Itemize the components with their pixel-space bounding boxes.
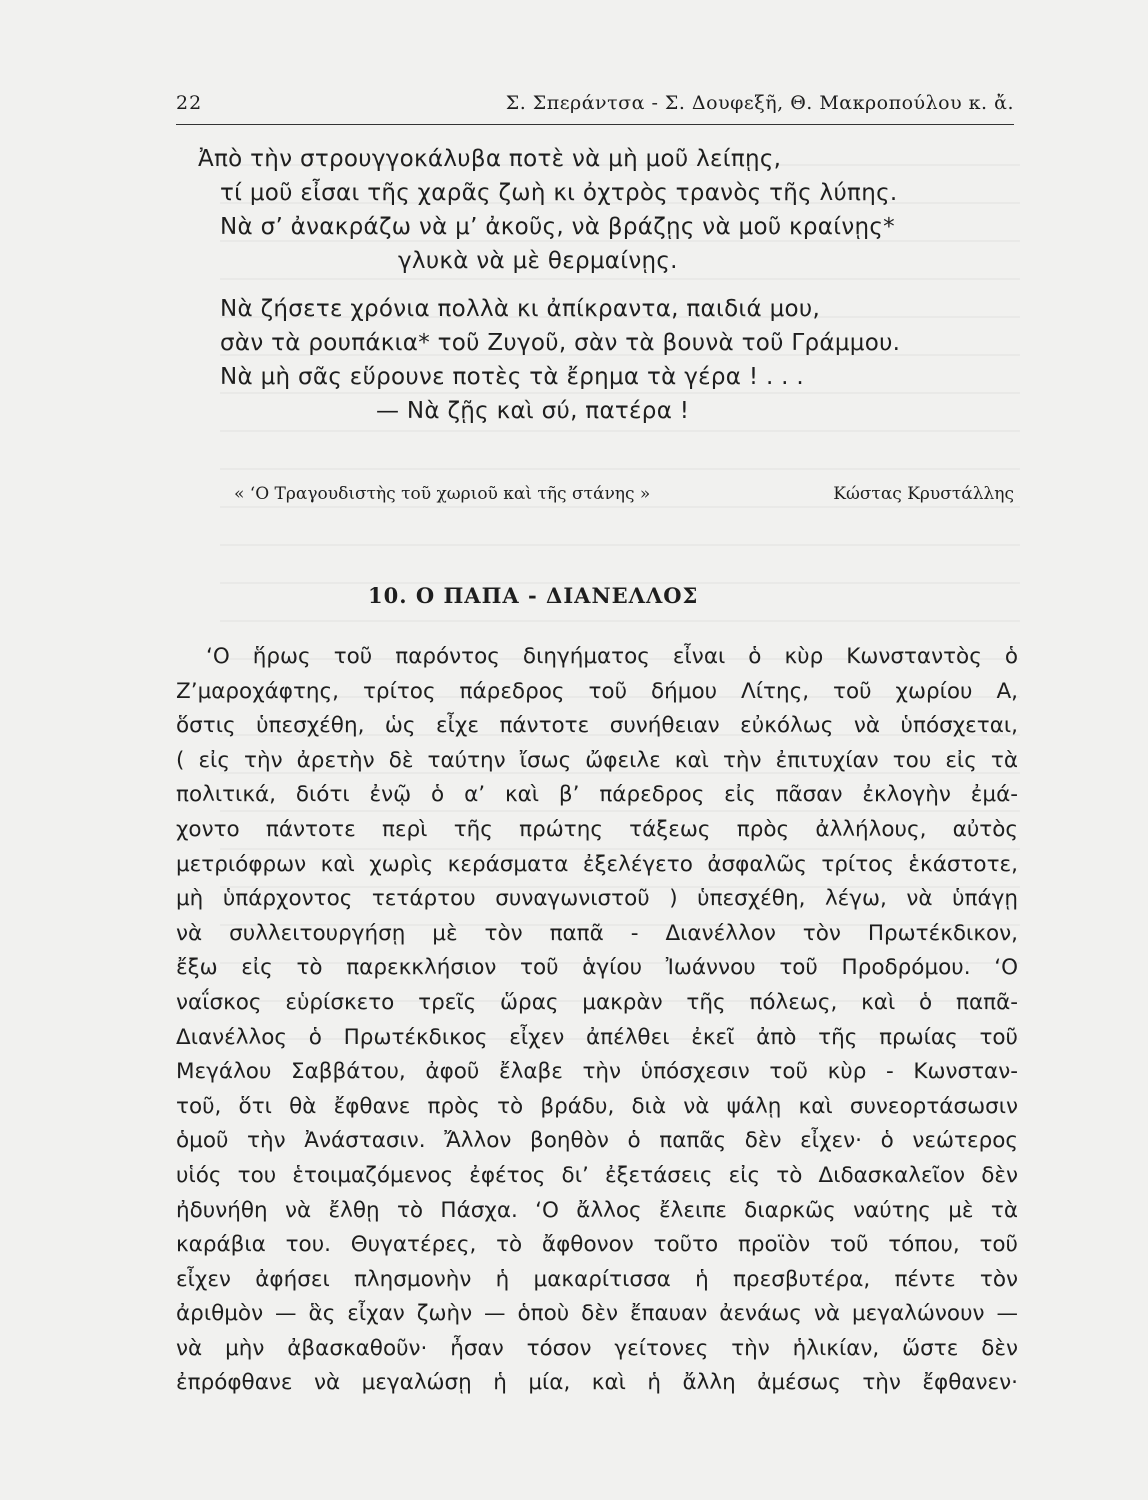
running-title: Σ. Σπεράντσα - Σ. Δουφεξῆ, Θ. Μακροπούλου κ. ἄ. xyxy=(505,92,1014,114)
poem-line: γλυκὰ νὰ μὲ θερμαίνῃς. xyxy=(398,248,678,274)
prose-line: πολιτικά, διότι ἐνῷ ὁ α’ καὶ β’ πάρεδρος εἰς πᾶσαν ἐκλογὴν ἐμά- xyxy=(176,782,1018,808)
prose-line: ‘Ο ἥρως τοῦ παρόντος διηγήματος εἶναι ὁ κὺρ Κωνσταντὸς ὁ xyxy=(206,644,1018,669)
prose-line: ἐπρόφθανε νὰ μεγαλώσῃ ἡ μία, καὶ ἡ ἄλλη ἀμέσως τὴν ἔφθανεν· xyxy=(176,1370,1018,1396)
prose-line: ἠδυνήθη νὰ ἔλθῃ τὸ Πάσχα. ‘Ο ἄλλος ἔλειπε διαρκῶς ναύτης μὲ τὰ xyxy=(176,1197,1018,1223)
poem-line: Νὰ μὴ σᾶς εὕρουνε ποτὲς τὰ ἔρημα τὰ γέρα ! . . . xyxy=(220,364,805,390)
prose-line: ὅστις ὑπεσχέθη, ὡς εἶχε πάντοτε συνήθειαν εὐκόλως νὰ ὑπόσχεται, xyxy=(176,713,1018,739)
poem xyxy=(198,142,1018,428)
prose-line: υἱός του ἑτοιμαζόμενος ἐφέτος δι’ ἐξετάσεις εἰς τὸ Διδασκαλεῖον δὲν xyxy=(176,1162,1018,1188)
prose-line: Ζ’μαροχάφτης, τρίτος πάρεδρος τοῦ δήμου Λίτης, τοῦ χωρίου Α, xyxy=(176,678,1018,704)
prose-line: ναΐσκος εὑρίσκετο τρεῖς ὥρας μακρὰν τῆς πόλεως, καὶ ὁ παπᾶ- xyxy=(176,989,1018,1015)
attribution-author: Κώστας Κρυστάλλης xyxy=(833,484,1014,504)
poem-line: Νὰ ζήσετε χρόνια πολλὰ κι ἀπίκραντα, παιδιά μου, xyxy=(220,296,821,322)
page-number: 22 xyxy=(176,92,203,114)
poem-line: τί μοῦ εἶσαι τῆς χαρᾶς ζωὴ κι ὀχτρὸς τρανὸς τῆς λύπης. xyxy=(220,180,898,206)
prose-line: εἶχεν ἀφήσει πλησμονὴν ἡ μακαρίτισσα ἡ πρεσβυτέρα, πέντε τὸν xyxy=(176,1266,1018,1292)
prose-line: μὴ ὑπάρχοντος τετάρτου συναγωνιστοῦ ) ὑπεσχέθη, λέγω, νὰ ὑπάγῃ xyxy=(176,886,1018,912)
poem-stanza xyxy=(198,292,1018,428)
prose-paragraph xyxy=(176,640,1018,1401)
prose-line: Μεγάλου Σαββάτου, ἀφοῦ ἔλαβε τὴν ὑπόσχεσιν τοῦ κὺρ - Κωνσταν- xyxy=(176,1059,1018,1085)
prose-line: τοῦ, ὅτι θὰ ἔφθανε πρὸς τὸ βράδυ, διὰ νὰ ψάλῃ καὶ συνεορτάσωσιν xyxy=(176,1093,1018,1119)
prose-line: χοντο πάντοτε περὶ τῆς πρώτης τάξεως πρὸς ἀλλήλους, αὐτὸς xyxy=(176,816,1018,842)
poem-stanza xyxy=(198,142,1018,278)
running-header xyxy=(176,92,1014,125)
prose-line: νὰ συλλειτουργήσῃ μὲ τὸν παπᾶ - Διανέλλον τὸν Πρωτέκδικον, xyxy=(176,920,1018,946)
section-heading: 10. Ο ΠΑΠΑ - ΔΙΑΝΕΛΛΟΣ xyxy=(368,583,699,608)
prose-line: ὁμοῦ τὴν Ἀνάστασιν. Ἄλλον βοηθὸν ὁ παπᾶς δὲν εἶχεν· ὁ νεώτερος xyxy=(176,1128,1018,1154)
poem-line: σὰν τὰ ρουπάκια* τοῦ Ζυγοῦ, σὰν τὰ βουνὰ τοῦ Γράμμου. xyxy=(220,330,901,356)
poem-line: — Νὰ ζῇς καὶ σύ, πατέρα ! xyxy=(376,398,690,424)
prose-line: ἔξω εἰς τὸ παρεκκλήσιον τοῦ ἁγίου Ἰωάννου τοῦ Προδρόμου. ‘Ο xyxy=(176,955,1018,981)
prose-line: μετριόφρων καὶ χωρὶς κεράσματα ἐξελέγετο ἀσφαλῶς τρίτος ἑκάστοτε, xyxy=(176,851,1018,877)
prose-line: καράβια του. Θυγατέρες, τὸ ἄφθονον τοῦτο προϊὸν τοῦ τόπου, τοῦ xyxy=(176,1232,1018,1258)
attribution-source: « ‘Ο Τραγουδιστὴς τοῦ χωριοῦ καὶ τῆς στάνης » xyxy=(234,484,651,504)
prose-line: ἀριθμὸν — ἃς εἶχαν ζωὴν — ὁπoὺ δὲν ἔπαυαν ἀενάως νὰ μεγαλώνουν — xyxy=(176,1301,1018,1327)
prose-line: Διανέλλος ὁ Πρωτέκδικος εἶχεν ἀπέλθει ἐκεῖ ἀπὸ τῆς πρωίας τοῦ xyxy=(176,1024,1018,1050)
poem-attribution xyxy=(234,484,1014,510)
poem-line: Νὰ σ’ ἀνακράζω νὰ μ’ ἀκοῦς, νὰ βράζῃς νὰ μοῦ κραίνῃς* xyxy=(220,214,895,240)
prose-line: ( εἰς τὴν ἀρετὴν δὲ ταύτην ἴσως ὤφειλε καὶ τὴν ἐπιτυχίαν του εἰς τὰ xyxy=(176,747,1018,773)
prose-line: νὰ μὴν ἀβασκαθοῦν· ἦσαν τόσον γείτονες τὴν ἡλικίαν, ὥστε δὲν xyxy=(176,1335,1018,1361)
poem-line: Ἀπὸ τὴν στρουγγοκάλυβα ποτὲ νὰ μὴ μοῦ λείπῃς, xyxy=(198,146,782,172)
